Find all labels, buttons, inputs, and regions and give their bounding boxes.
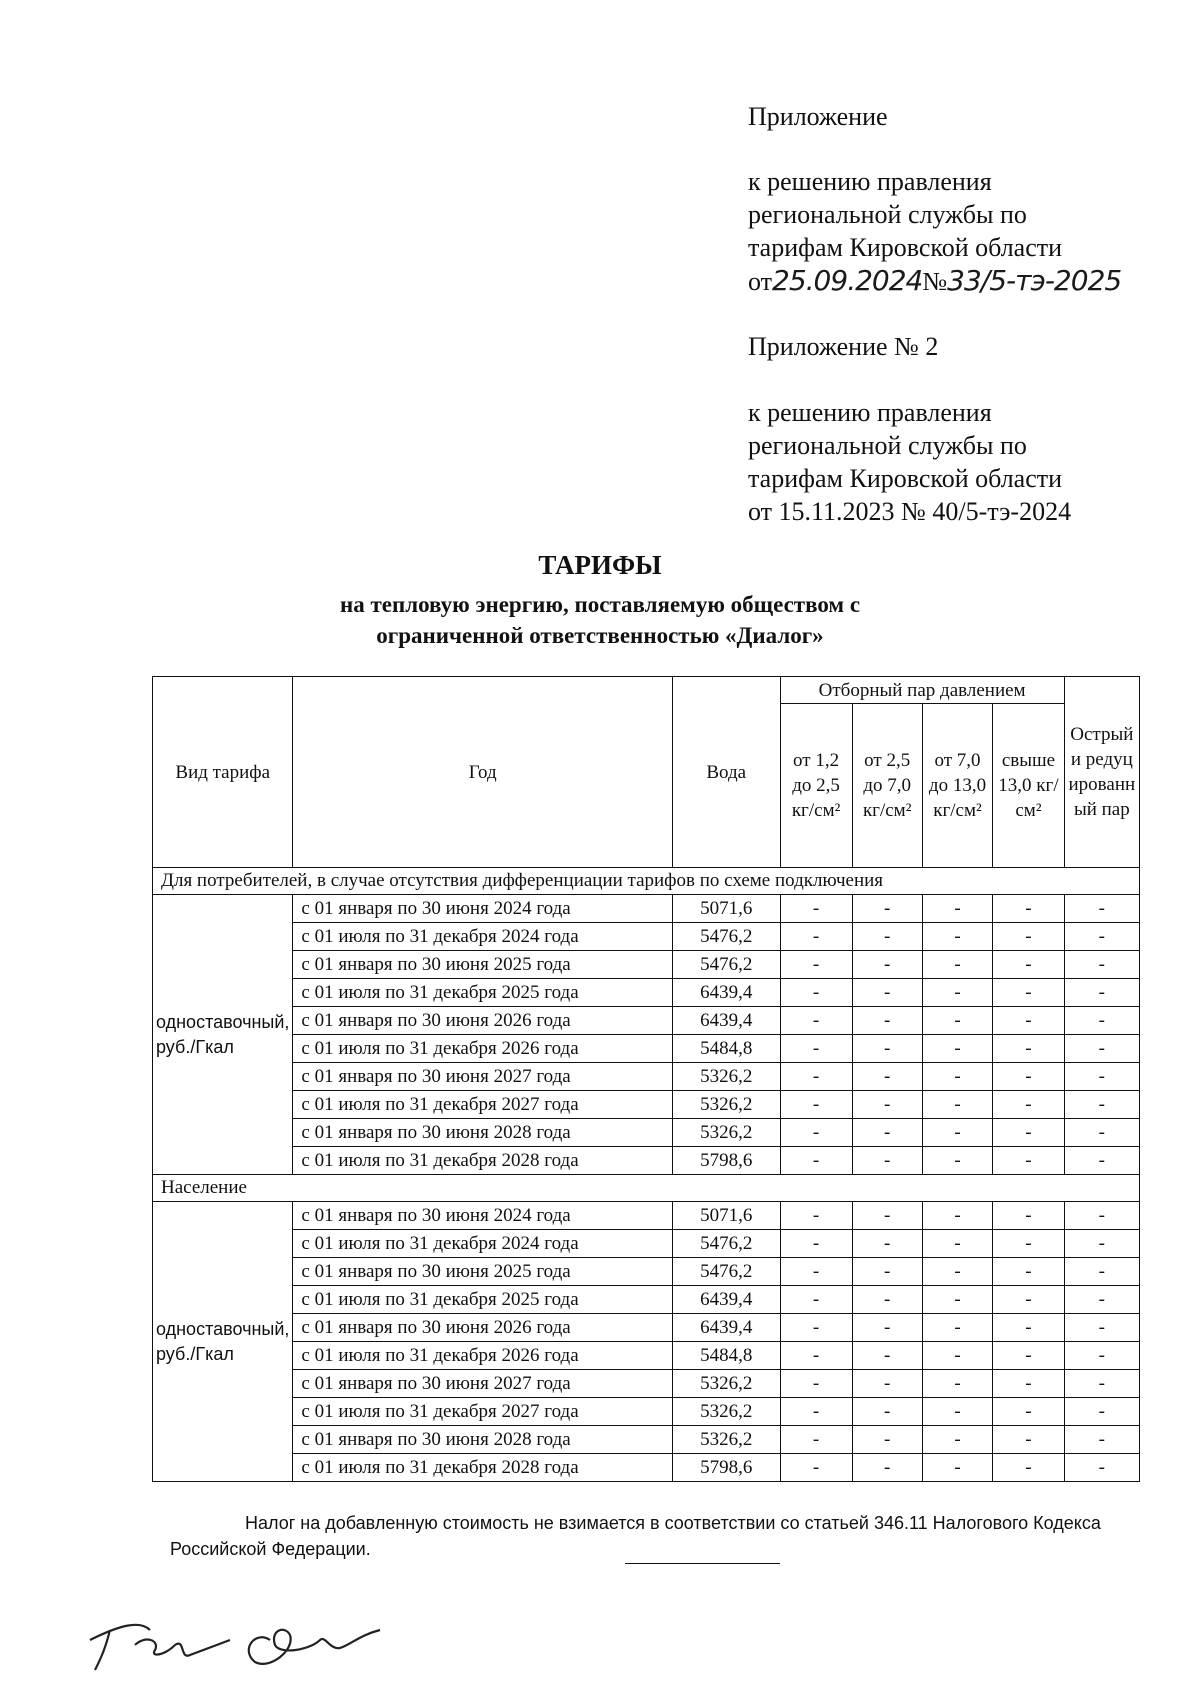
- empty-value-cell: -: [852, 951, 922, 979]
- empty-value-cell: -: [993, 1147, 1064, 1175]
- empty-value-cell: -: [993, 1314, 1064, 1342]
- empty-value-cell: -: [780, 1091, 852, 1119]
- table-row: [153, 1342, 1140, 1370]
- empty-value-cell: -: [1064, 1398, 1139, 1426]
- water-tariff-cell: 5071,6: [672, 1202, 780, 1230]
- header-steam-1: от 1,2 до 2,5 кг/см²: [780, 704, 852, 868]
- empty-value-cell: -: [780, 1147, 852, 1175]
- empty-value-cell: -: [993, 979, 1064, 1007]
- empty-value-cell: -: [1064, 1258, 1139, 1286]
- empty-value-cell: -: [852, 1286, 922, 1314]
- empty-value-cell: -: [922, 951, 992, 979]
- empty-value-cell: -: [780, 951, 852, 979]
- separator-line: [625, 1563, 780, 1564]
- empty-value-cell: -: [993, 1454, 1064, 1482]
- table-row: [153, 1063, 1140, 1091]
- empty-value-cell: -: [780, 1035, 852, 1063]
- empty-value-cell: -: [1064, 979, 1139, 1007]
- period-cell: с 01 января по 30 июня 2024 года: [293, 1202, 673, 1230]
- document-subtitle: ограниченной ответственностью «Диалог»: [376, 623, 824, 648]
- empty-value-cell: -: [1064, 1454, 1139, 1482]
- header-sharp-steam: Острый и редуцированный пар: [1064, 677, 1139, 868]
- table-row: [153, 1398, 1140, 1426]
- empty-value-cell: -: [922, 1007, 992, 1035]
- empty-value-cell: -: [993, 1342, 1064, 1370]
- number-sign: №: [922, 267, 948, 296]
- water-tariff-cell: 5071,6: [672, 895, 780, 923]
- period-cell: с 01 июля по 31 декабря 2027 года: [293, 1398, 673, 1426]
- empty-value-cell: -: [780, 1063, 852, 1091]
- empty-value-cell: -: [1064, 1230, 1139, 1258]
- empty-value-cell: -: [1064, 1342, 1139, 1370]
- empty-value-cell: -: [993, 895, 1064, 923]
- empty-value-cell: -: [852, 1230, 922, 1258]
- empty-value-cell: -: [852, 1007, 922, 1035]
- empty-value-cell: -: [852, 895, 922, 923]
- empty-value-cell: -: [922, 1119, 992, 1147]
- tariff-type-cell: одноставочный, руб./Гкал: [153, 895, 293, 1175]
- period-cell: с 01 июля по 31 декабря 2028 года: [293, 1454, 673, 1482]
- empty-value-cell: -: [852, 1091, 922, 1119]
- empty-value-cell: -: [922, 1063, 992, 1091]
- period-cell: с 01 июля по 31 декабря 2028 года: [293, 1147, 673, 1175]
- empty-value-cell: -: [1064, 1119, 1139, 1147]
- table-row: [153, 1454, 1140, 1482]
- empty-value-cell: -: [922, 1454, 992, 1482]
- empty-value-cell: -: [1064, 1286, 1139, 1314]
- header-steam-4: свыше 13,0 кг/см²: [993, 704, 1064, 868]
- empty-value-cell: -: [852, 1370, 922, 1398]
- empty-value-cell: -: [993, 1286, 1064, 1314]
- tariffs-table: [152, 676, 1140, 1482]
- appendix-2-line: региональной службы по: [748, 431, 1027, 460]
- empty-value-cell: -: [922, 1398, 992, 1426]
- water-tariff-cell: 6439,4: [672, 979, 780, 1007]
- period-cell: с 01 января по 30 июня 2028 года: [293, 1119, 673, 1147]
- water-tariff-cell: 5476,2: [672, 951, 780, 979]
- water-tariff-cell: 5326,2: [672, 1398, 780, 1426]
- water-tariff-cell: 6439,4: [672, 1286, 780, 1314]
- empty-value-cell: -: [922, 1147, 992, 1175]
- water-tariff-cell: 5326,2: [672, 1063, 780, 1091]
- table-row: [153, 1035, 1140, 1063]
- empty-value-cell: -: [922, 1314, 992, 1342]
- period-cell: с 01 января по 30 июня 2025 года: [293, 951, 673, 979]
- empty-value-cell: -: [993, 1202, 1064, 1230]
- water-tariff-cell: 5326,2: [672, 1426, 780, 1454]
- water-tariff-cell: 6439,4: [672, 1314, 780, 1342]
- empty-value-cell: -: [922, 1258, 992, 1286]
- period-cell: с 01 января по 30 июня 2026 года: [293, 1007, 673, 1035]
- water-tariff-cell: 5798,6: [672, 1147, 780, 1175]
- empty-value-cell: -: [922, 1230, 992, 1258]
- empty-value-cell: -: [993, 1398, 1064, 1426]
- tariff-type-cell: одноставочный, руб./Гкал: [153, 1202, 293, 1482]
- empty-value-cell: -: [993, 1370, 1064, 1398]
- section-row: [153, 868, 1140, 895]
- water-tariff-cell: 5326,2: [672, 1370, 780, 1398]
- table-row: [153, 1314, 1140, 1342]
- appendix-1-line: к решению правления: [748, 167, 992, 196]
- period-cell: с 01 января по 30 июня 2025 года: [293, 1258, 673, 1286]
- table-row: [153, 1426, 1140, 1454]
- empty-value-cell: -: [993, 1091, 1064, 1119]
- water-tariff-cell: 5484,8: [672, 1035, 780, 1063]
- appendix-1-reference: [748, 165, 1121, 298]
- empty-value-cell: -: [993, 1007, 1064, 1035]
- table-header-row: [153, 677, 1140, 704]
- empty-value-cell: -: [780, 895, 852, 923]
- empty-value-cell: -: [852, 979, 922, 1007]
- empty-value-cell: -: [922, 979, 992, 1007]
- empty-value-cell: -: [780, 979, 852, 1007]
- empty-value-cell: -: [852, 1314, 922, 1342]
- empty-value-cell: -: [922, 923, 992, 951]
- table-row: [153, 1258, 1140, 1286]
- period-cell: с 01 января по 30 июня 2027 года: [293, 1063, 673, 1091]
- table-body: [153, 868, 1140, 1482]
- table-row: [153, 951, 1140, 979]
- handwritten-signature: [80, 1600, 420, 1680]
- section-label: Население: [153, 1175, 1140, 1202]
- water-tariff-cell: 5476,2: [672, 923, 780, 951]
- empty-value-cell: -: [852, 1258, 922, 1286]
- appendix-1-title: Приложение: [748, 102, 888, 131]
- appendix-1-date-line: [748, 264, 1121, 298]
- empty-value-cell: -: [780, 1426, 852, 1454]
- empty-value-cell: -: [780, 1370, 852, 1398]
- appendix-2-line: от 15.11.2023 № 40/5-тэ-2024: [748, 497, 1072, 526]
- empty-value-cell: -: [993, 1035, 1064, 1063]
- period-cell: с 01 января по 30 июня 2026 года: [293, 1314, 673, 1342]
- empty-value-cell: -: [922, 1091, 992, 1119]
- header-steam: Отборный пар давлением: [780, 677, 1064, 704]
- appendix-2-line: тарифам Кировской области: [748, 464, 1063, 493]
- empty-value-cell: -: [1064, 1063, 1139, 1091]
- appendix-2-reference: [748, 396, 1071, 528]
- handwritten-number: 33/5-тэ-2025: [947, 264, 1122, 297]
- appendix-1-line: тарифам Кировской области: [748, 233, 1063, 262]
- empty-value-cell: -: [780, 1258, 852, 1286]
- empty-value-cell: -: [1064, 1370, 1139, 1398]
- water-tariff-cell: 5476,2: [672, 1230, 780, 1258]
- empty-value-cell: -: [852, 1454, 922, 1482]
- table-row: [153, 1119, 1140, 1147]
- empty-value-cell: -: [780, 1454, 852, 1482]
- header-steam-3: от 7,0 до 13,0 кг/см²: [922, 704, 992, 868]
- water-tariff-cell: 5326,2: [672, 1091, 780, 1119]
- empty-value-cell: -: [852, 1202, 922, 1230]
- empty-value-cell: -: [852, 1426, 922, 1454]
- document-title: ТАРИФЫ: [538, 550, 662, 580]
- header-tariff-type: Вид тарифа: [153, 677, 293, 868]
- table-row: [153, 1202, 1140, 1230]
- empty-value-cell: -: [1064, 1147, 1139, 1175]
- empty-value-cell: -: [993, 1230, 1064, 1258]
- empty-value-cell: -: [922, 1370, 992, 1398]
- empty-value-cell: -: [993, 1119, 1064, 1147]
- empty-value-cell: -: [993, 923, 1064, 951]
- empty-value-cell: -: [922, 1035, 992, 1063]
- table-row: [153, 1286, 1140, 1314]
- appendix-2-title: Приложение № 2: [748, 332, 939, 361]
- water-tariff-cell: 5476,2: [672, 1258, 780, 1286]
- empty-value-cell: -: [852, 1119, 922, 1147]
- period-cell: с 01 января по 30 июня 2028 года: [293, 1426, 673, 1454]
- empty-value-cell: -: [1064, 1007, 1139, 1035]
- empty-value-cell: -: [993, 1258, 1064, 1286]
- empty-value-cell: -: [1064, 1426, 1139, 1454]
- table-row: [153, 923, 1140, 951]
- period-cell: с 01 января по 30 июня 2027 года: [293, 1370, 673, 1398]
- empty-value-cell: -: [922, 1202, 992, 1230]
- table-row: [153, 895, 1140, 923]
- table-row: [153, 1007, 1140, 1035]
- empty-value-cell: -: [993, 951, 1064, 979]
- header-steam-2: от 2,5 до 7,0 кг/см²: [852, 704, 922, 868]
- header-year: Год: [293, 677, 673, 868]
- empty-value-cell: -: [780, 1398, 852, 1426]
- period-cell: с 01 июля по 31 декабря 2025 года: [293, 1286, 673, 1314]
- period-cell: с 01 июля по 31 декабря 2024 года: [293, 923, 673, 951]
- empty-value-cell: -: [852, 1398, 922, 1426]
- empty-value-cell: -: [852, 1063, 922, 1091]
- period-cell: с 01 июля по 31 декабря 2026 года: [293, 1342, 673, 1370]
- empty-value-cell: -: [993, 1063, 1064, 1091]
- table-row: [153, 1370, 1140, 1398]
- empty-value-cell: -: [1064, 951, 1139, 979]
- empty-value-cell: -: [922, 1342, 992, 1370]
- table-row: [153, 1230, 1140, 1258]
- period-cell: с 01 июля по 31 декабря 2026 года: [293, 1035, 673, 1063]
- empty-value-cell: -: [780, 1314, 852, 1342]
- empty-value-cell: -: [1064, 1202, 1139, 1230]
- empty-value-cell: -: [1064, 1314, 1139, 1342]
- empty-value-cell: -: [852, 1035, 922, 1063]
- empty-value-cell: -: [993, 1426, 1064, 1454]
- empty-value-cell: -: [780, 1007, 852, 1035]
- appendix-2-line: к решению правления: [748, 398, 992, 427]
- appendix-1-line: региональной службы по: [748, 200, 1027, 229]
- empty-value-cell: -: [780, 923, 852, 951]
- table-row: [153, 979, 1140, 1007]
- empty-value-cell: -: [1064, 923, 1139, 951]
- empty-value-cell: -: [780, 1230, 852, 1258]
- empty-value-cell: -: [780, 1119, 852, 1147]
- handwritten-date: 25.09.2024: [772, 264, 923, 297]
- table-row: [153, 1091, 1140, 1119]
- period-cell: с 01 июля по 31 декабря 2024 года: [293, 1230, 673, 1258]
- empty-value-cell: -: [922, 895, 992, 923]
- period-cell: с 01 июля по 31 декабря 2025 года: [293, 979, 673, 1007]
- empty-value-cell: -: [780, 1286, 852, 1314]
- table-row: [153, 1147, 1140, 1175]
- date-prefix: от: [748, 267, 773, 296]
- water-tariff-cell: 5326,2: [672, 1119, 780, 1147]
- empty-value-cell: -: [1064, 1091, 1139, 1119]
- water-tariff-cell: 6439,4: [672, 1007, 780, 1035]
- water-tariff-cell: 5798,6: [672, 1454, 780, 1482]
- empty-value-cell: -: [922, 1286, 992, 1314]
- section-row: [153, 1175, 1140, 1202]
- header-water: Вода: [672, 677, 780, 868]
- empty-value-cell: -: [780, 1342, 852, 1370]
- empty-value-cell: -: [780, 1202, 852, 1230]
- section-label: Для потребителей, в случае отсутствия дифференциации тарифов по схеме подключения: [153, 868, 1140, 895]
- vat-note: Налог на добавленную стоимость не взимается в соответствии со статьей 346.11 Налогового Кодекса Российской Федерации.: [170, 1513, 1101, 1559]
- water-tariff-cell: 5484,8: [672, 1342, 780, 1370]
- empty-value-cell: -: [852, 1147, 922, 1175]
- empty-value-cell: -: [852, 1342, 922, 1370]
- document-subtitle: на тепловую энергию, поставляемую обществом с: [339, 592, 861, 617]
- period-cell: с 01 января по 30 июня 2024 года: [293, 895, 673, 923]
- empty-value-cell: -: [1064, 895, 1139, 923]
- empty-value-cell: -: [852, 923, 922, 951]
- period-cell: с 01 июля по 31 декабря 2027 года: [293, 1091, 673, 1119]
- empty-value-cell: -: [922, 1426, 992, 1454]
- empty-value-cell: -: [1064, 1035, 1139, 1063]
